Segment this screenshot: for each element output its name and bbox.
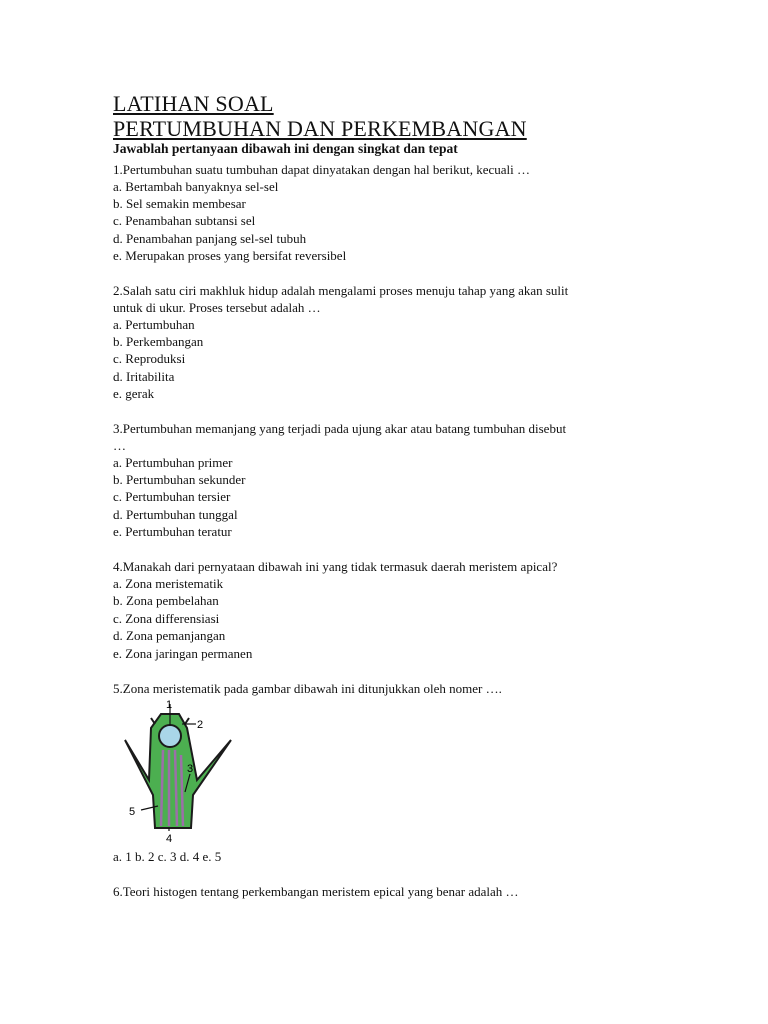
question-2-line-1: 2.Salah satu ciri makhluk hidup adalah mengalami proses menuju tahap yang akan sulit bbox=[113, 283, 569, 298]
question-5-options: a. 1 b. 2 c. 3 d. 4 e. 5 bbox=[113, 849, 222, 864]
label-3: 3 bbox=[187, 763, 194, 775]
shoot-apex-diagram bbox=[113, 700, 243, 850]
title-line-2: PERTUMBUHAN DAN PERKEMBANGAN bbox=[113, 116, 527, 141]
question-3-option-d: d. Pertumbuhan tunggal bbox=[113, 507, 238, 522]
question-3-line-1: 3.Pertumbuhan memanjang yang terjadi pada ujung akar atau batang tumbuhan disebut bbox=[113, 421, 567, 436]
question-3-option-b: b. Pertumbuhan sekunder bbox=[113, 472, 246, 487]
question-2-line-2: untuk di ukur. Proses tersebut adalah … bbox=[113, 300, 321, 315]
question-4-line-1: 4.Manakah dari pernyataan dibawah ini yang tidak termasuk daerah meristem apical? bbox=[113, 559, 558, 574]
question-2-option-a: a. Pertumbuhan bbox=[113, 317, 195, 332]
question-1-option-a: a. Bertambah banyaknya sel-sel bbox=[113, 179, 279, 194]
question-3-option-a: a. Pertumbuhan primer bbox=[113, 455, 233, 470]
question-6-line-1: 6.Teori histogen tentang perkembangan meristem epical yang benar adalah … bbox=[113, 884, 519, 899]
label-5: 5 bbox=[129, 806, 136, 818]
label-4: 4 bbox=[166, 833, 173, 845]
question-2-option-e: e. gerak bbox=[113, 386, 155, 401]
question-1-option-e: e. Merupakan proses yang bersifat reversibel bbox=[113, 248, 347, 263]
question-1-option-c: c. Penambahan subtansi sel bbox=[113, 213, 256, 228]
question-5-line-1: 5.Zona meristematik pada gambar dibawah ini ditunjukkan oleh nomer …. bbox=[113, 681, 502, 696]
instruction: Jawablah pertanyaan dibawah ini dengan singkat dan tepat bbox=[113, 141, 458, 156]
question-1-option-d: d. Penambahan panjang sel-sel tubuh bbox=[113, 231, 307, 246]
label-1: 1 bbox=[166, 700, 173, 711]
question-4-option-d: d. Zona pemanjangan bbox=[113, 628, 226, 643]
question-4-option-a: a. Zona meristematik bbox=[113, 576, 224, 591]
apical-dome bbox=[159, 725, 181, 747]
question-3-option-e: e. Pertumbuhan teratur bbox=[113, 524, 232, 539]
question-4-option-b: b. Zona pembelahan bbox=[113, 593, 219, 608]
question-2-option-d: d. Iritabilita bbox=[113, 369, 175, 384]
label-2: 2 bbox=[197, 719, 204, 731]
question-2-option-c: c. Reproduksi bbox=[113, 351, 186, 366]
question-3-line-2: … bbox=[113, 438, 126, 453]
question-2-option-b: b. Perkembangan bbox=[113, 334, 204, 349]
question-4-option-e: e. Zona jaringan permanen bbox=[113, 646, 253, 661]
question-1-option-b: b. Sel semakin membesar bbox=[113, 196, 246, 211]
question-4-option-c: c. Zona differensiasi bbox=[113, 611, 220, 626]
title-line-1: LATIHAN SOAL bbox=[113, 91, 274, 116]
question-1-line-1: 1.Pertumbuhan suatu tumbuhan dapat dinyatakan dengan hal berikut, kecuali … bbox=[113, 162, 530, 177]
question-3-option-c: c. Pertumbuhan tersier bbox=[113, 489, 231, 504]
